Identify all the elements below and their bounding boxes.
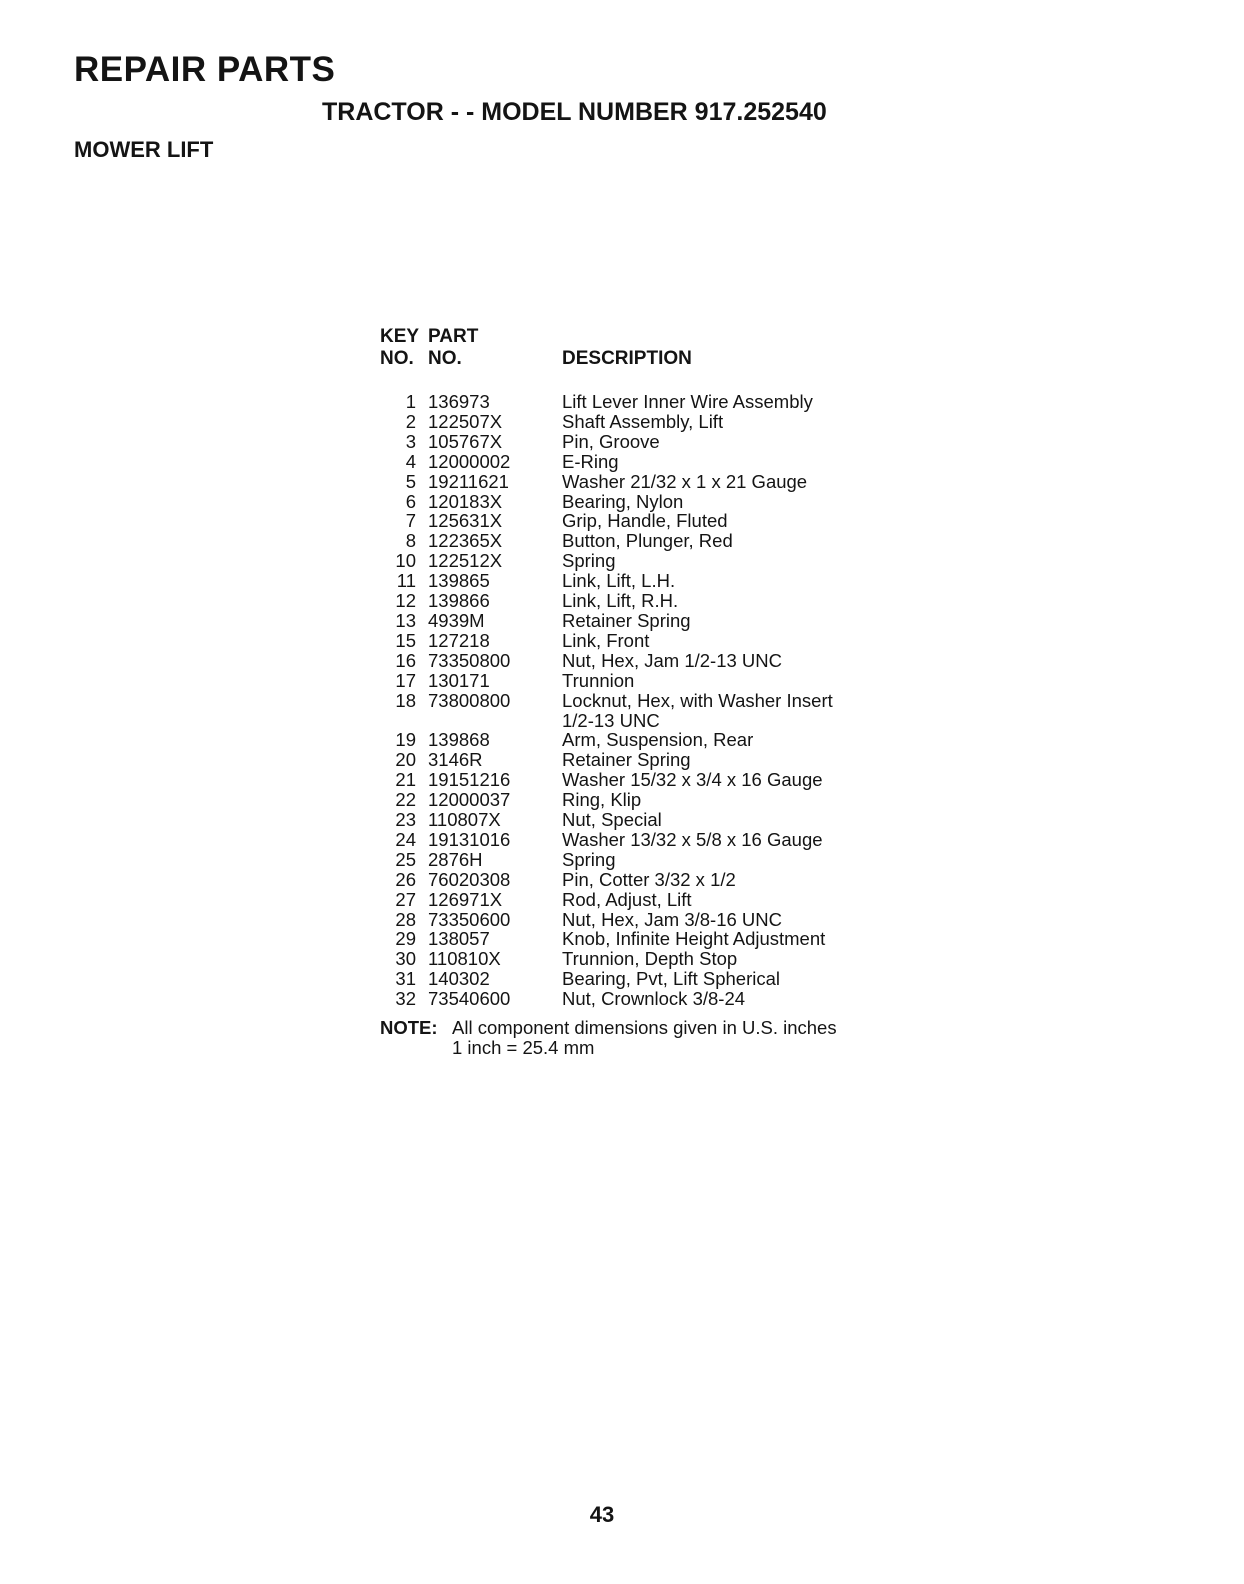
- part-number: 73350800: [428, 649, 511, 671]
- key-number: 30: [395, 948, 416, 970]
- part-number: 122365X: [428, 530, 503, 552]
- part-description: [562, 611, 833, 631]
- description-line: Pin, Cotter 3/32 x 1/2: [562, 868, 736, 890]
- part-number: 4939M: [428, 609, 485, 631]
- key-number: 32: [395, 988, 416, 1010]
- key-number: 4: [405, 450, 416, 472]
- description-line: E-Ring: [562, 450, 619, 472]
- key-number: 21: [395, 769, 416, 791]
- part-number: 139865: [428, 570, 490, 592]
- part-number: 130171: [428, 669, 490, 691]
- description-line: Locknut, Hex, with Washer Insert: [562, 689, 833, 711]
- table-row: [380, 850, 833, 870]
- part-description: [562, 750, 833, 770]
- key-number: 17: [395, 669, 416, 691]
- parts-table-header: [380, 326, 833, 392]
- key-number: 5: [405, 470, 416, 492]
- part-description: [562, 591, 833, 611]
- part-number: 73800800: [428, 689, 511, 711]
- model-heading: TRACTOR - - MODEL NUMBER 917.252540: [322, 98, 827, 126]
- part-number: 76020308: [428, 868, 511, 890]
- table-row: [380, 631, 833, 651]
- key-number: 18: [395, 689, 416, 711]
- description-line: Lift Lever Inner Wire Assembly: [562, 391, 813, 412]
- part-number: 73350600: [428, 908, 511, 930]
- part-description: [562, 651, 833, 671]
- part-description: [562, 969, 833, 989]
- part-description: [562, 671, 833, 691]
- description-line: Bearing, Nylon: [562, 490, 684, 512]
- part-number: 139868: [428, 729, 490, 751]
- description-line: Retainer Spring: [562, 609, 691, 631]
- part-description: [562, 492, 833, 512]
- part-description: [562, 830, 833, 850]
- part-description: [562, 910, 833, 930]
- part-number: 127218: [428, 629, 490, 651]
- table-row: [380, 671, 833, 691]
- key-number: 19: [395, 729, 416, 751]
- part-number: 73540600: [428, 988, 511, 1010]
- page-number: 43: [589, 1502, 615, 1527]
- part-number: 105767X: [428, 430, 503, 452]
- note-line2: 1 inch = 25.4 mm: [452, 1037, 595, 1058]
- table-row: [380, 651, 833, 671]
- description-line: Nut, Hex, Jam 3/8-16 UNC: [562, 908, 783, 930]
- table-row: [380, 969, 833, 989]
- table-row: [380, 452, 833, 472]
- key-number: 13: [395, 609, 416, 631]
- table-row: [380, 571, 833, 591]
- part-number: 136973: [428, 391, 490, 412]
- description-line: Nut, Crownlock 3/8-24: [562, 988, 746, 1010]
- table-row: [380, 910, 833, 930]
- description-line: Washer 21/32 x 1 x 21 Gauge: [562, 470, 808, 492]
- page-title: REPAIR PARTS: [74, 50, 336, 89]
- table-row: [380, 492, 833, 512]
- key-number: 1: [405, 391, 416, 412]
- key-number: 20: [395, 749, 416, 771]
- description-line: Link, Front: [562, 629, 650, 651]
- table-row: [380, 830, 833, 850]
- description-line: Spring: [562, 550, 616, 572]
- note-line1: All component dimensions given in U.S. inches: [452, 1017, 837, 1038]
- header-part-line1: PART: [428, 326, 479, 347]
- part-number: 12000002: [428, 450, 511, 472]
- part-description: [562, 432, 833, 452]
- part-description: [562, 989, 833, 1009]
- section-heading: MOWER LIFT: [74, 137, 214, 162]
- key-number: 26: [395, 868, 416, 890]
- part-number: 2876H: [428, 848, 483, 870]
- table-row: [380, 472, 833, 492]
- part-number: 19131016: [428, 828, 511, 850]
- part-description: [562, 790, 833, 810]
- key-number: 29: [395, 928, 416, 950]
- part-description: [562, 929, 833, 949]
- key-number: 3: [405, 430, 416, 452]
- table-row: [380, 392, 833, 412]
- key-number: 24: [395, 828, 416, 850]
- part-description: [562, 551, 833, 571]
- part-number: 138057: [428, 928, 490, 950]
- part-number: 126971X: [428, 888, 503, 910]
- part-description: [562, 770, 833, 790]
- part-number: 122507X: [428, 410, 503, 432]
- table-row: [380, 929, 833, 949]
- description-line: Link, Lift, R.H.: [562, 590, 679, 612]
- description-line: Nut, Hex, Jam 1/2-13 UNC: [562, 649, 783, 671]
- part-description: [562, 730, 833, 750]
- table-row: [380, 611, 833, 631]
- key-number: 31: [395, 968, 416, 990]
- part-description: [562, 870, 833, 890]
- part-description: [562, 412, 833, 432]
- description-line: Button, Plunger, Red: [562, 530, 733, 552]
- table-row: [380, 989, 833, 1009]
- key-number: 27: [395, 888, 416, 910]
- parts-table: [380, 326, 833, 1009]
- part-number: 110807X: [428, 809, 501, 831]
- part-number: 19211621: [428, 470, 509, 492]
- key-number: 2: [405, 410, 416, 432]
- description-line: Washer 13/32 x 5/8 x 16 Gauge: [562, 828, 823, 850]
- key-number: 23: [395, 809, 416, 831]
- part-description: [562, 531, 833, 551]
- description-line: Ring, Klip: [562, 789, 642, 811]
- key-number: 11: [396, 570, 416, 592]
- table-row: [380, 790, 833, 810]
- table-row: [380, 949, 833, 969]
- key-number: 6: [405, 490, 416, 512]
- table-row: [380, 810, 833, 830]
- parts-table-body: [380, 392, 833, 1009]
- header-key-line1: KEY: [380, 326, 420, 347]
- part-number: 120183X: [428, 490, 503, 512]
- part-description: [562, 472, 833, 492]
- part-number: 140302: [428, 968, 490, 990]
- description-line: Grip, Handle, Fluted: [562, 510, 728, 532]
- description-line: Link, Lift, L.H.: [562, 570, 676, 592]
- table-row: [380, 591, 833, 611]
- description-line: Shaft Assembly, Lift: [562, 410, 724, 432]
- part-description: [562, 392, 833, 412]
- note-label: NOTE:: [380, 1017, 438, 1038]
- table-row: [380, 412, 833, 432]
- part-description: [562, 571, 833, 591]
- key-number: 15: [395, 629, 416, 651]
- description-line: Trunnion, Depth Stop: [562, 948, 738, 970]
- description-line: Trunnion: [562, 669, 635, 691]
- part-description: [562, 691, 833, 731]
- part-number: 122512X: [428, 550, 503, 572]
- key-number: 25: [395, 848, 416, 870]
- description-line: Retainer Spring: [562, 749, 691, 771]
- description-line: Nut, Special: [562, 809, 662, 831]
- part-number: 110810X: [428, 948, 501, 970]
- table-row: [380, 691, 833, 731]
- part-description: [562, 850, 833, 870]
- part-description: [562, 949, 833, 969]
- description-line: Pin, Groove: [562, 430, 660, 452]
- header-description-spacer: [562, 326, 833, 348]
- header-part-line2: NO.: [428, 348, 462, 369]
- table-row: [380, 730, 833, 750]
- description-line: Arm, Suspension, Rear: [562, 729, 754, 751]
- header-key-line2: NO.: [380, 348, 414, 369]
- header-gap: [380, 370, 833, 392]
- table-row: [380, 432, 833, 452]
- description-line: 1/2-13 UNC: [562, 709, 660, 731]
- part-number: 12000037: [428, 789, 511, 811]
- key-number: 22: [395, 789, 416, 811]
- part-number: 125631X: [428, 510, 503, 532]
- table-row: [380, 511, 833, 531]
- table-row: [380, 890, 833, 910]
- table-row: [380, 531, 833, 551]
- part-number: 19151216: [428, 769, 511, 791]
- description-line: Spring: [562, 848, 616, 870]
- part-number: 139866: [428, 590, 490, 612]
- key-number: 8: [405, 530, 416, 552]
- part-description: [562, 890, 833, 910]
- header-description: DESCRIPTION: [562, 348, 692, 369]
- key-number: 10: [395, 550, 416, 572]
- part-description: [562, 511, 833, 531]
- description-line: Rod, Adjust, Lift: [562, 888, 692, 910]
- table-row: [380, 551, 833, 571]
- part-description: [562, 810, 833, 830]
- key-number: 12: [395, 590, 416, 612]
- key-number: 16: [395, 649, 416, 671]
- description-line: Washer 15/32 x 3/4 x 16 Gauge: [562, 769, 823, 791]
- table-row: [380, 750, 833, 770]
- description-line: Bearing, Pvt, Lift Spherical: [562, 968, 780, 990]
- key-number: 28: [395, 908, 416, 930]
- part-description: [562, 452, 833, 472]
- table-row: [380, 770, 833, 790]
- part-description: [562, 631, 833, 651]
- part-number: 3146R: [428, 749, 483, 771]
- table-row: [380, 870, 833, 890]
- note: [380, 1018, 837, 1058]
- key-number: 7: [405, 510, 416, 532]
- description-line: Knob, Infinite Height Adjustment: [562, 928, 826, 950]
